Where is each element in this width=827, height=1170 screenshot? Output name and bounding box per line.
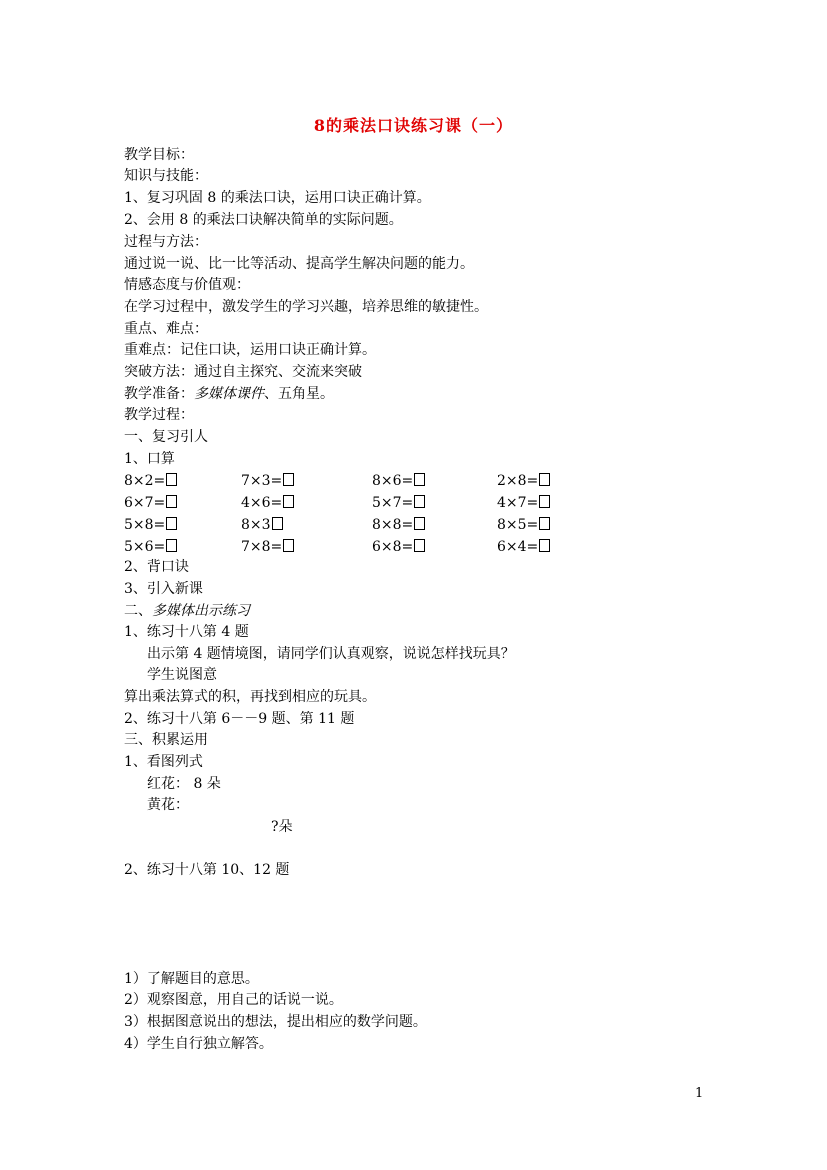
answer-box (539, 517, 550, 530)
calc-expression: 4×7= (497, 495, 539, 511)
calc-item (372, 472, 425, 490)
calc-item (372, 516, 425, 534)
calc-expression: 8×6= (372, 473, 414, 489)
calc-item (241, 494, 294, 512)
step-3: 3）根据图意说出的想法，提出相应的数学问题。 (124, 1014, 427, 1030)
answer-box (414, 517, 425, 530)
answer-box (414, 473, 425, 486)
calc-item (372, 538, 425, 556)
calc-expression: 6×8= (372, 539, 414, 555)
calc-expression: 6×7= (124, 495, 166, 511)
calc-item (372, 494, 425, 512)
prep-label: 教学准备： (124, 386, 194, 402)
attitude-item: 在学习过程中，激发学生的学习兴趣，培养思维的敏捷性。 (124, 299, 488, 315)
section-1-oral-calc: 1、口算 (124, 451, 175, 467)
calc-item (124, 472, 177, 490)
section-2-heading (124, 602, 250, 620)
teaching-goal-heading: 教学目标： (124, 147, 194, 163)
breakthrough-method: 突破方法：通过自主探究、交流来突破 (124, 364, 362, 380)
section-1-intro: 3、引入新课 (124, 581, 203, 597)
calc-expression: 4×6= (241, 495, 283, 511)
answer-box (539, 539, 550, 552)
answer-box (414, 539, 425, 552)
knowledge-item-1: 1、复习巩固 8 的乘法口诀，运用口诀正确计算。 (124, 190, 431, 206)
calc-item (497, 516, 550, 534)
yellow-flowers: 黄花： (147, 797, 189, 813)
calc-expression: 5×6= (124, 539, 166, 555)
answer-box (166, 517, 177, 530)
prep-multimedia: 多媒体课件 (194, 386, 264, 402)
exercise-10-12: 2、练习十八第 10、12 题 (124, 862, 290, 878)
attitude-heading: 情感态度与价值观： (124, 277, 250, 293)
calc-expression: 8×3 (241, 517, 271, 533)
calc-expression: 2×8= (497, 473, 539, 489)
calc-item (497, 472, 550, 490)
exercise-4: 1、练习十八第 4 题 (124, 624, 249, 640)
process-heading: 过程与方法： (124, 234, 208, 250)
calc-item (241, 538, 294, 556)
calc-expression: 8×5= (497, 517, 539, 533)
calc-expression: 5×7= (372, 495, 414, 511)
knowledge-heading: 知识与技能： (124, 168, 208, 184)
document-title: 8的乘法口诀练习课（一） (313, 116, 514, 135)
exercise-6-9: 2、练习十八第 6－－9 题、第 11 题 (124, 711, 355, 727)
calc-expression: 6×4= (497, 539, 539, 555)
step-4: 4）学生自行独立解答。 (124, 1036, 273, 1052)
section-1-recite: 2、背口诀 (124, 559, 189, 575)
picture-equation: 1、看图列式 (124, 754, 203, 770)
calc-item (124, 494, 177, 512)
section-1-heading: 一、复习引人 (124, 429, 208, 445)
calc-item (241, 516, 283, 534)
exercise-4-compute: 算出乘法算式的积，再找到相应的玩具。 (124, 689, 376, 705)
calc-item (497, 494, 550, 512)
answer-box (539, 495, 550, 508)
answer-box (283, 539, 294, 552)
calc-expression: 7×8= (241, 539, 283, 555)
exercise-4-instruction: 出示第 4 题情境图，请同学们认真观察，说说怎样找玩具？ (147, 646, 515, 662)
calc-expression: 8×2= (124, 473, 166, 489)
teaching-preparation (124, 385, 334, 403)
process-item: 通过说一说、比一比等活动、提高学生解决问题的能力。 (124, 256, 474, 272)
answer-box (166, 539, 177, 552)
answer-box (166, 473, 177, 486)
section-3-heading: 三、积累运用 (124, 732, 208, 748)
calc-item (497, 538, 550, 556)
knowledge-item-2: 2、会用 8 的乘法口诀解决简单的实际问题。 (124, 212, 403, 228)
answer-box (272, 517, 283, 530)
step-2: 2）观察图意，用自己的话说一说。 (124, 992, 343, 1008)
answer-box (283, 473, 294, 486)
page-number: 1 (695, 1086, 704, 1101)
unknown-flowers: ?朵 (271, 819, 293, 835)
answer-box (166, 495, 177, 508)
calc-expression: 5×8= (124, 517, 166, 533)
exercise-4-student: 学生说图意 (147, 667, 217, 683)
calc-item (241, 472, 294, 490)
red-flowers: 红花： 8 朵 (147, 776, 221, 792)
section-2-number: 二、 (124, 603, 152, 619)
answer-box (283, 495, 294, 508)
section-2-title: 多媒体出示练习 (152, 603, 250, 619)
calc-item (124, 538, 177, 556)
answer-box (539, 473, 550, 486)
key-points-heading: 重点、难点： (124, 321, 208, 337)
calc-expression: 8×8= (372, 517, 414, 533)
calc-expression: 7×3= (241, 473, 283, 489)
key-points-item: 重难点：记住口诀，运用口诀正确计算。 (124, 342, 376, 358)
prep-rest: 、五角星。 (264, 386, 334, 402)
calc-item (124, 516, 177, 534)
teaching-process-heading: 教学过程： (124, 407, 194, 423)
step-1: 1）了解题目的意思。 (124, 971, 259, 987)
answer-box (414, 495, 425, 508)
